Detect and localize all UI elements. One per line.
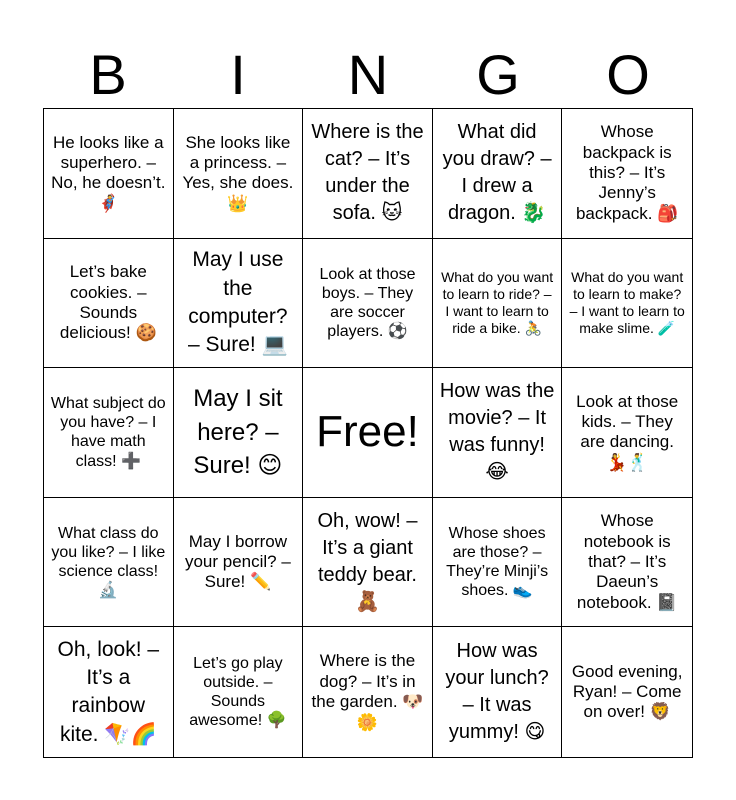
bingo-cell-10[interactable]: What do you want to learn to make? – I want to learn to make slime. 🧪 [562,239,692,369]
title-letter-g: G [476,43,520,106]
bingo-cell-3[interactable]: Where is the cat? – It’s under the sofa. 🐱 [303,109,433,239]
bingo-cell-22[interactable]: Let’s go play outside. – Sounds awesome! 🌳 [174,627,304,757]
bingo-cell-6[interactable]: Let’s bake cookies. – Sounds delicious! 🍪 [44,239,174,369]
title-letter-o: O [606,43,650,106]
bingo-cell-7[interactable]: May I use the computer? – Sure! 💻 [174,239,304,369]
bingo-cell-25[interactable]: Good evening, Ryan! – Come on over! 🦁 [571,661,683,722]
bingo-cell-18[interactable]: Oh, wow! – It’s a giant teddy bear. 🧸 [303,498,433,628]
bingo-cell-17[interactable]: May I borrow your pencil? – Sure! ✏️ [174,498,304,628]
bingo-cell-21[interactable]: Oh, look! – It’s a rainbow kite. 🪁🌈 [44,627,174,757]
bingo-cell-4[interactable]: What did you draw? – I drew a dragon. 🐉 [433,109,563,239]
bingo-board [43,108,693,758]
bingo-cell-15[interactable]: Look at those kids. – They are dancing. 💃🕺 [562,368,692,498]
bingo-cell-16[interactable]: What class do you like? – I like science class! 🔬 [44,498,174,628]
bingo-cell-11[interactable]: What subject do you have? – I have math class! ➕ [44,368,174,498]
bingo-cell-9[interactable]: What do you want to learn to ride? – I want to learn to ride a bike. 🚴 [433,239,563,369]
bingo-cell-2[interactable]: She looks like a princess. – Yes, she does. 👑 [174,109,304,239]
bingo-cell-8[interactable]: Look at those boys. – They are soccer players. ⚽ [303,239,433,369]
title-letter-b: B [89,43,127,106]
bingo-cell-19[interactable]: Whose shoes are those? – They’re Minji’s shoes. 👟 [433,498,563,628]
bingo-cell-5[interactable]: Whose backpack is this? – It’s Jenny’s backpack. 🎒 [562,109,692,239]
bingo-cell-23[interactable]: Where is the dog? – It’s in the garden. 🐶🌼 [303,627,433,757]
bingo-free-space[interactable]: Free! [303,368,433,498]
title-letter-i: I [230,43,246,106]
bingo-cell-20[interactable]: Whose notebook is that? – It’s Daeun’s notebook. 📓 [562,498,692,628]
bingo-cell-1[interactable]: He looks like a superhero. – No, he doesn’t. 🦸 [44,109,174,239]
bingo-cell-12[interactable]: May I sit here? – Sure! 😊 [174,368,304,498]
bingo-title [43,42,693,108]
bingo-cell-14[interactable]: How was the movie? – It was funny! 😂 [433,368,563,498]
bingo-cell-24[interactable]: How was your lunch? – It was yummy! 😋 [433,627,563,757]
title-letter-n: N [347,43,389,106]
